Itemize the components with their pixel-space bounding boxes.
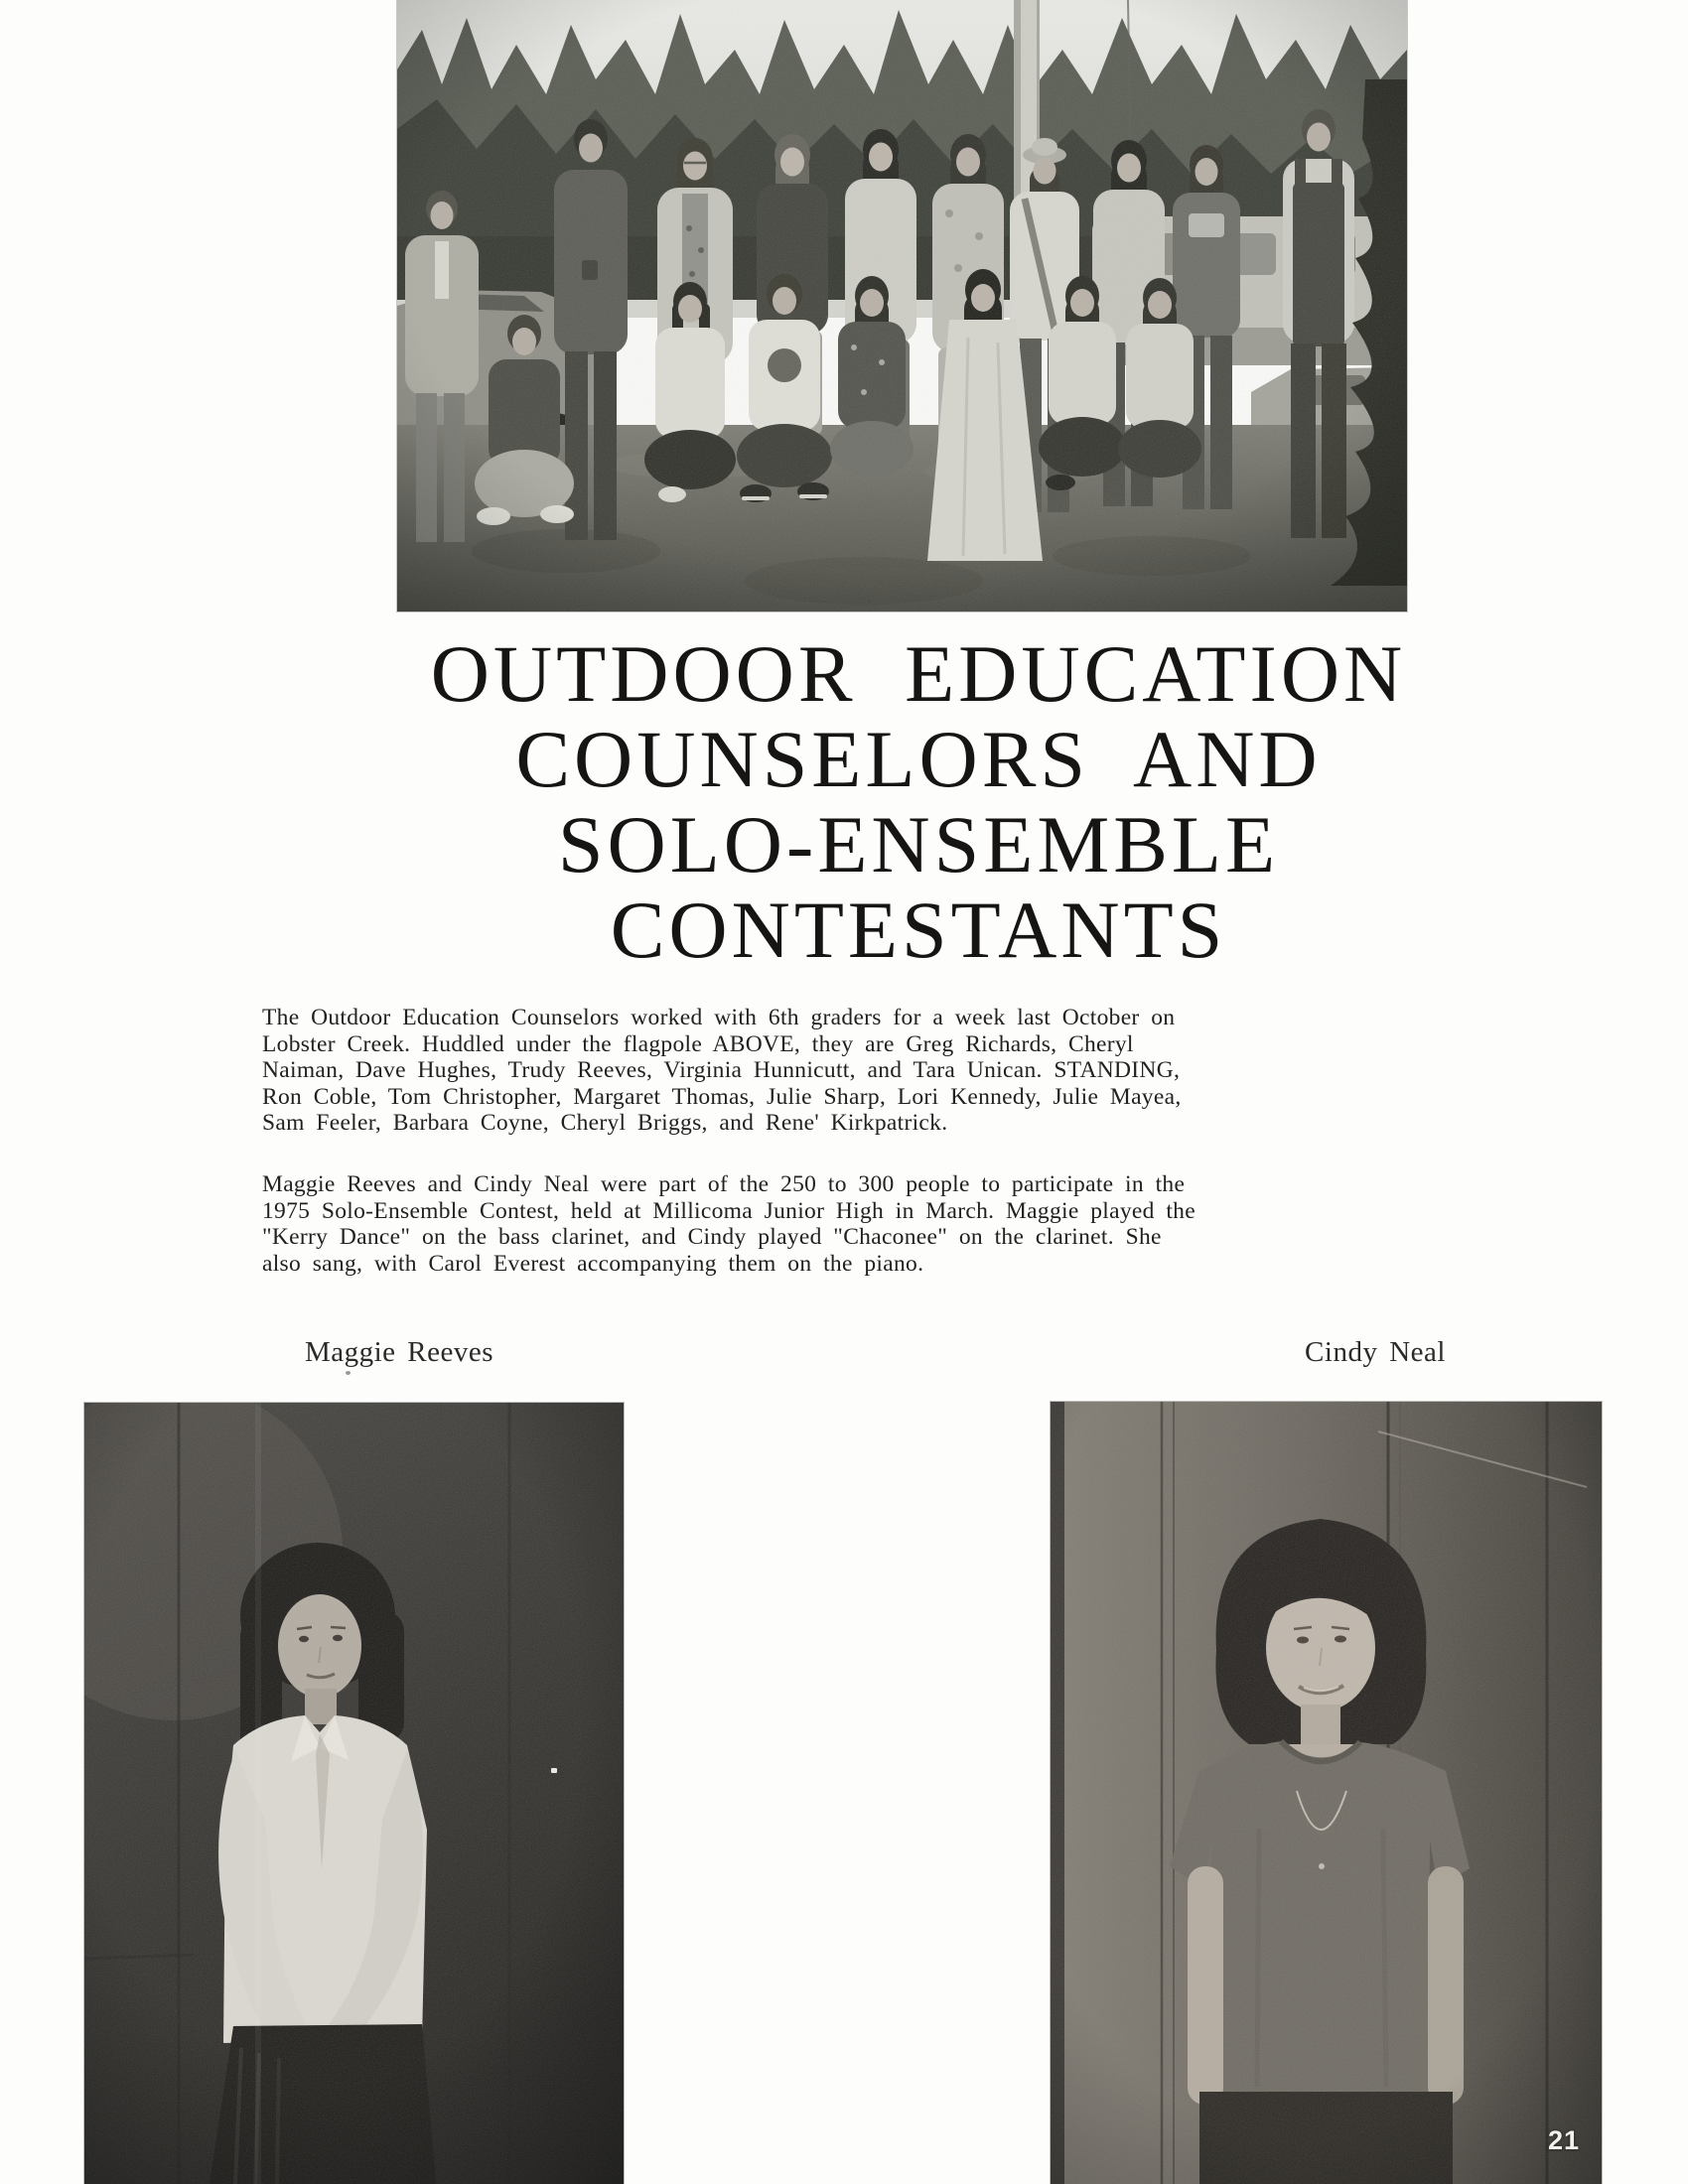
body-line: also sang, with Carol Everest accompanying them on the piano. [262, 1250, 924, 1277]
title-line-2: COUNSELORS AND [515, 714, 1322, 804]
vignette [1051, 1402, 1602, 2184]
vignette [397, 0, 1407, 612]
caption-cindy-neal: Cindy Neal [1305, 1336, 1446, 1368]
paragraph-solo-ensemble [262, 1171, 1394, 1277]
page-title [228, 628, 1609, 975]
body-line: The Outdoor Education Counselors worked with 6th graders for a week last October on [262, 1005, 1176, 1030]
portrait-photo-cindy [1051, 1402, 1602, 2184]
portrait-photo-maggie [84, 1403, 624, 2184]
paragraph-counselors [262, 1005, 1394, 1137]
title-line-3: SOLO-ENSEMBLE [557, 799, 1280, 889]
title-line-4: CONTESTANTS [610, 885, 1227, 975]
cindy-portrait-illustration [1051, 1402, 1602, 2184]
body-line: Naiman, Dave Hughes, Trudy Reeves, Virginia Hunnicutt, and Tara Unican. STANDING, [262, 1057, 1181, 1084]
body-line: Lobster Creek. Huddled under the flagpole ABOVE, they are Greg Richards, Cheryl [262, 1030, 1134, 1057]
page-number: 21 [1547, 2125, 1581, 2155]
scan-speck [346, 1371, 351, 1375]
title-line-1: OUTDOOR EDUCATION [430, 628, 1407, 719]
body-line: Maggie Reeves and Cindy Neal were part of the 250 to 300 people to participate in the [262, 1171, 1186, 1197]
group-photo-illustration [397, 0, 1407, 612]
maggie-portrait-illustration [84, 1403, 624, 2184]
body-line: Ron Coble, Tom Christopher, Margaret Thomas, Julie Sharp, Lori Kennedy, Julie Mayea, [262, 1083, 1182, 1110]
caption-maggie-reeves: Maggie Reeves [304, 1336, 494, 1368]
body-line: Sam Feeler, Barbara Coyne, Cheryl Briggs, and Rene' Kirkpatrick. [262, 1110, 948, 1137]
vignette [84, 1403, 624, 2184]
body-line: 1975 Solo-Ensemble Contest, held at Millicoma Junior High in March. Maggie played the [262, 1197, 1196, 1224]
group-photo [397, 0, 1407, 612]
body-line: "Kerry Dance" on the bass clarinet, and Cindy played "Chaconee" on the clarinet. She [262, 1224, 1162, 1251]
